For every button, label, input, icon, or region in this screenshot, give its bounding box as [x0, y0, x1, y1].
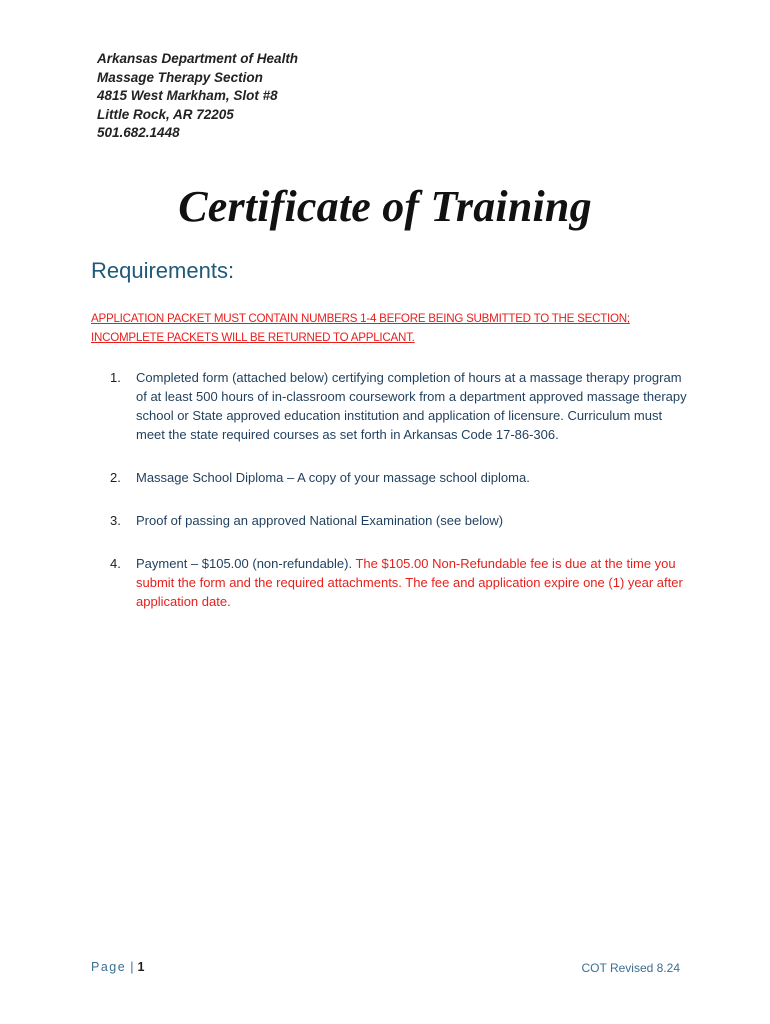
page-label: Page — [91, 960, 127, 974]
requirement-text: Massage School Diploma – A copy of your massage school diploma. — [136, 470, 530, 485]
address-line-section: Massage Therapy Section — [97, 69, 263, 85]
requirement-item — [110, 368, 690, 444]
page-footer-number — [91, 960, 144, 974]
address-line-street: 4815 West Markham, Slot #8 — [97, 88, 278, 104]
requirement-fee-notice: The $105.00 Non-Refundable fee is due at the time you submit the form and the required attachments. The fee and application expire one (1) year after application date. — [136, 556, 683, 609]
requirement-text: Proof of passing an approved National Examination (see below) — [136, 513, 504, 528]
requirement-number: 3. — [110, 513, 121, 528]
requirement-number: 1. — [110, 370, 121, 385]
requirement-item — [110, 554, 690, 611]
address-line-phone: 501.682.1448 — [97, 125, 180, 141]
address-line-organization: Arkansas Department of Health — [97, 51, 299, 66]
requirement-item — [110, 511, 690, 530]
sender-address — [97, 50, 298, 143]
page-separator: | — [130, 960, 134, 974]
requirement-number: 4. — [110, 556, 121, 571]
revision-label: COT Revised 8.24 — [581, 961, 680, 975]
requirement-number: 2. — [110, 470, 121, 485]
requirement-item — [110, 468, 690, 487]
requirement-text: Payment – $105.00 (non-refundable). — [136, 556, 356, 571]
requirement-text: Completed form (attached below) certifying completion of hours at a massage therapy program of at least 500 hours of in-classroom coursework from a department approved massage therapy school or State approved education institution and application of licensure. Curriculum must meet the state required courses as set forth in Arkansas Code 17-86-306. — [136, 370, 687, 442]
warning-line-1: APPLICATION PACKET MUST CONTAIN NUMBERS 1-4 BEFORE BEING SUBMITTED TO THE SECTION; — [91, 312, 630, 325]
warning-line-2: INCOMPLETE PACKETS WILL BE RETURNED TO APPLICANT. — [91, 330, 415, 344]
requirements-heading: Requirements: — [91, 258, 235, 283]
page-number: 1 — [137, 960, 145, 974]
document-title: Certificate of Training — [178, 182, 592, 231]
packet-warning — [91, 310, 691, 347]
address-line-city: Little Rock, AR 72205 — [97, 106, 234, 122]
requirements-list — [110, 368, 690, 611]
